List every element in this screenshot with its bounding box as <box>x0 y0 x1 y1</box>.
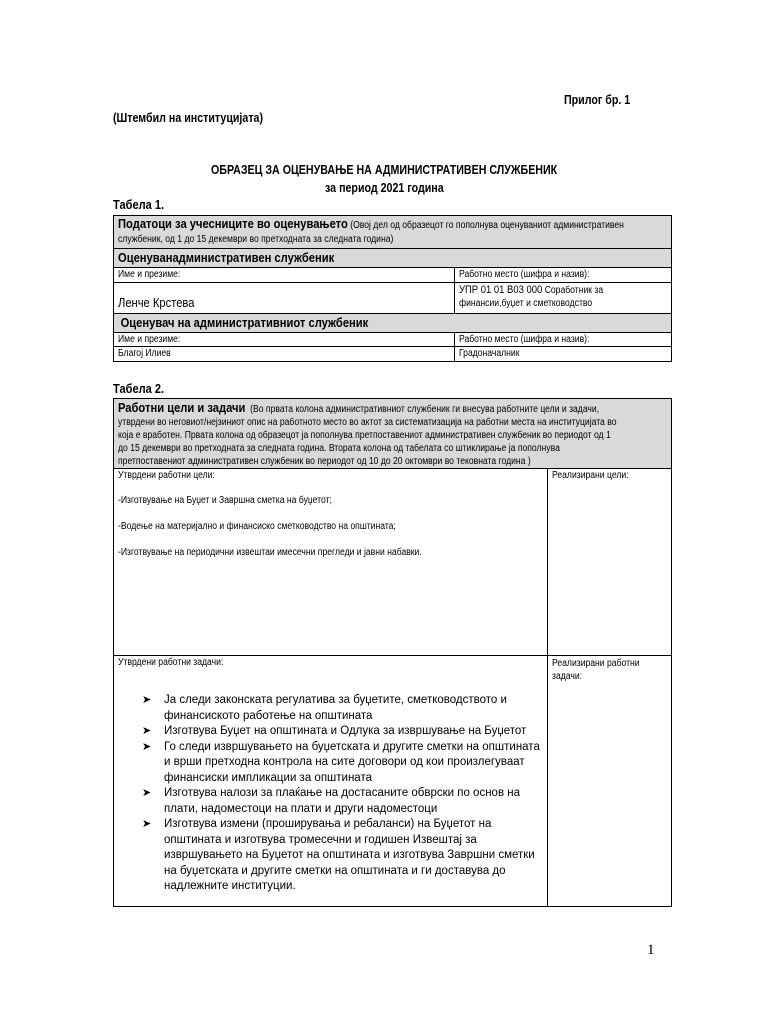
task-item: ➤ Изготвува налози за плаќање на достасаните обврски по основ на плати, надоместоци на плати и други надоместоци <box>142 787 521 815</box>
task-item: ➤ Изготвува Буџет на општината и Одлука за извршување на Буџетот <box>142 724 543 740</box>
participants-note-cont: службеник, од 1 до 15 декември во претходната за следната година) <box>118 234 394 245</box>
participants-section-header <box>114 216 672 249</box>
arrow-bullet-icon: ➤ <box>142 740 152 753</box>
task-item: ➤ Го следи извршувањето на буџетската и другите сметки на општината и врши претходна контрола на сите договори од кои произлегуваат финансиски импликации за општината <box>142 740 540 784</box>
realized-goals-label: Реализирани цели: <box>552 470 629 481</box>
evaluator-name-label: Име и презиме: <box>114 333 455 347</box>
evaluator-position-label: Работно место (шифра и назив): <box>455 333 672 347</box>
task-list <box>118 693 543 895</box>
evaluator-name-value: Благој Илиев <box>114 347 455 362</box>
realized-goals-cell <box>548 469 672 656</box>
employee-name-value: Ленче Крстева <box>114 283 455 314</box>
employee-position-value: УПР 01 01 В03 000 Соработник за финансии,буџет и сметководство <box>455 283 672 314</box>
annex-label: Прилог бр. 1 <box>564 92 631 107</box>
page-number: 1 <box>647 942 655 958</box>
goals-tasks-title: Работни цели и задачи <box>118 400 246 415</box>
goals-tasks-note: (Во првата колона административниот службеник ги внесува работните цели и задачи, <box>250 404 600 415</box>
arrow-bullet-icon: ➤ <box>142 818 152 830</box>
evaluated-employee-header: Оценуванадминистративен службеник <box>114 249 672 268</box>
goals-tasks-header: Работни цели и задачи (Во првата колона административниот службеник ги внесува работните цели и задачи, утврдени во неговиот/нејзиниот опис на работното место во актот за систематизација на работни места на институцијата во која е вработен. Првата колона од образецот ја пополнува претпоставениот административен службеник во периодот од 1 до 15 декември во претходната за следната година. Втората колона од табелата со штиклирање ја пополнува претпоставениот административен службеник во периодот од 10 до 20 октомври во тековната година ) <box>114 399 672 469</box>
participants-title: Податоци за учесниците во оценувањето <box>118 216 348 231</box>
established-goals-cell <box>114 469 548 656</box>
evaluator-position-value: Градоначалник <box>455 347 672 362</box>
goal-item: -Изготвување на периодични извештаи имесечни прегледи и јавни набавки. <box>118 547 422 558</box>
established-tasks-cell <box>114 656 548 907</box>
task-item: ➤ Изготвува измени (проширувања и ребаланси) на Буџетот на општината и изготвува тромесечни и годишен Извештај за извршувањето на Буџетот на општината и изготвува Завршни сметки на буџетската и другите сметки на општината и ги доставува до надлежните институции. <box>142 818 535 892</box>
realized-tasks-label: Реализирани работни задачи: <box>552 658 640 682</box>
form-period: за период 2021 година <box>324 180 444 195</box>
arrow-bullet-icon: ➤ <box>142 787 152 799</box>
arrow-bullet-icon: ➤ <box>142 725 152 737</box>
task-item: ➤ Ја следи законската регулатива за буџетите, сметководството и финансиското работење на општината <box>142 694 507 722</box>
established-tasks-label: Утврдени работни задачи: <box>118 657 224 668</box>
goals-tasks-table <box>113 398 672 907</box>
employee-position-code: УПР 01 01 В03 000 <box>459 284 543 296</box>
arrow-bullet-icon: ➤ <box>142 694 152 706</box>
participants-table <box>113 215 672 362</box>
form-title: ОБРАЗЕЦ ЗА ОЦЕНУВАЊЕ НА АДМИНИСТРАТИВЕН СЛУЖБЕНИК <box>210 162 558 177</box>
realized-tasks-cell <box>548 656 672 907</box>
goal-item: -Изготвување на Буџет и Завршна сметка на буџетот; <box>118 495 332 506</box>
participants-note: (Овој дел од образецот го пополнува оценуваниот административен <box>350 220 624 231</box>
established-goals-label: Утврдени работни цели: <box>118 470 215 481</box>
table2-label: Табела 2. <box>113 381 165 396</box>
evaluator-header: Оценувач на административниот службеник <box>114 314 672 333</box>
institution-stamp-label: (Штембил на институцијата) <box>113 110 264 125</box>
table1-label: Табела 1. <box>113 197 165 212</box>
goal-item: -Водење на материјално и финансиско сметководство на општината; <box>118 521 396 532</box>
employee-position-label: Работно место (шифра и назив): <box>455 268 672 283</box>
employee-name-label: Име и презиме: <box>114 268 455 283</box>
